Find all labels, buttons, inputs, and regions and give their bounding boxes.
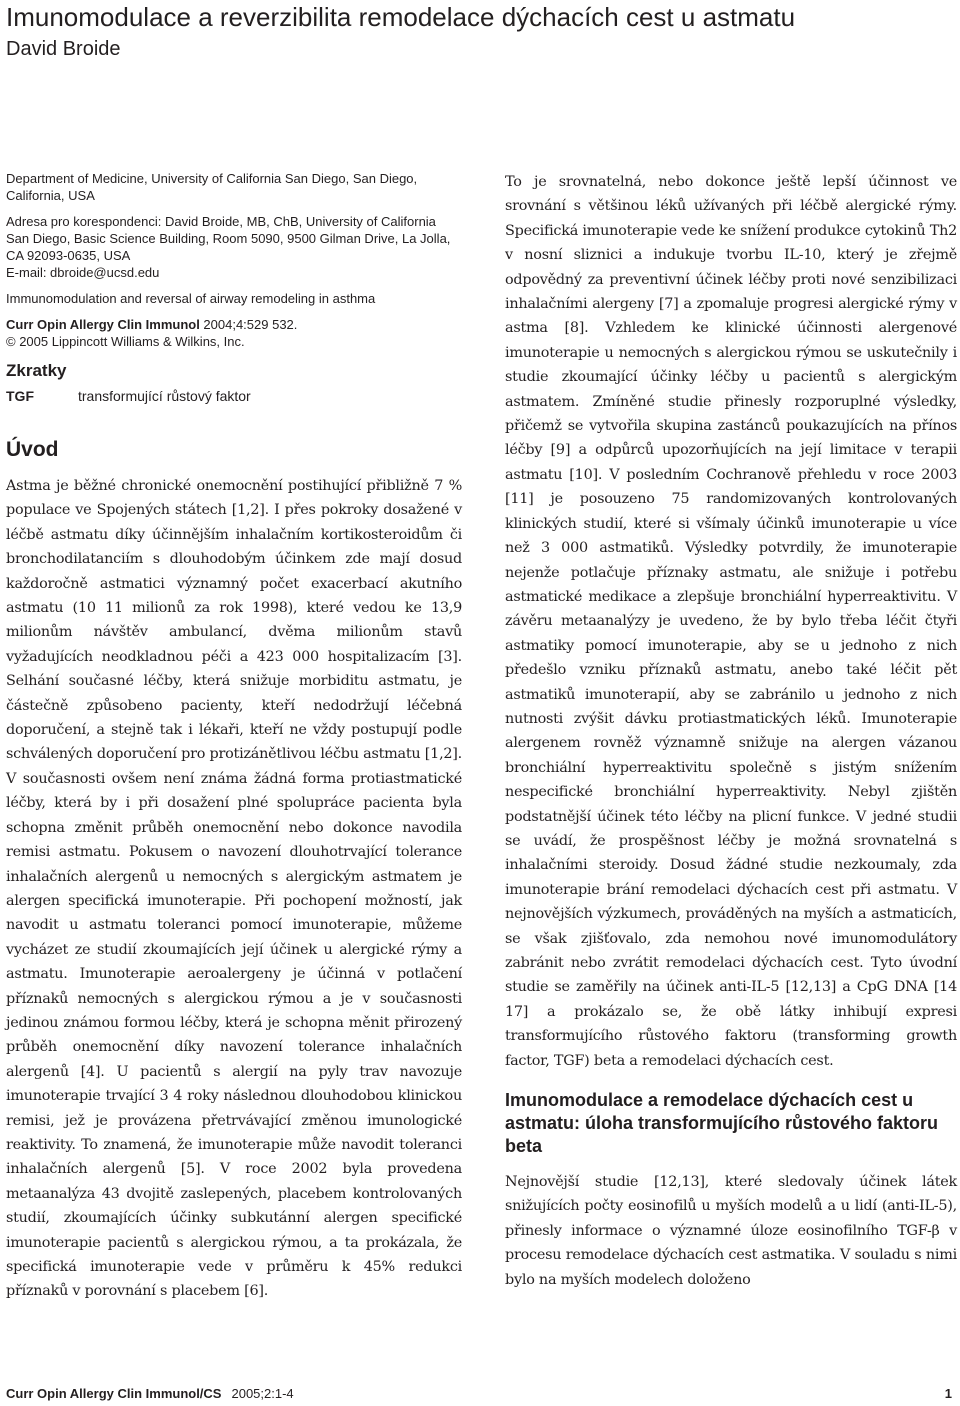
citation (6, 316, 462, 333)
intro-heading: Úvod (6, 438, 59, 461)
article-title: Imunomodulace a reverzibilita remodelace dýchacích cest u astmatu (6, 2, 796, 32)
abbreviation-item (6, 386, 462, 406)
body-paragraph: To je srovnatelná, nebo dokonce ještě lepší účinnost ve srovnání s většinou léků užívaných při léčbě alergické rýmy. Specifická imunoterapie vede ke snížení produkce cytokinů Th2 v nosní sliznici a indukuje tvorbu IL-10, který je zřejmě odpovědný za preventivní účinek léčby proti nové senzibilizaci inhalačními alergeny [7] a zpomaluje progresi alergické rýmy v astma [8]. Vzhledem ke klinické účinnosti alergenové imunoterapie u nemocných s alergickou rýmou se uskutečnily i studie zkoumající účinky léčby u pacientů s alergickým astmatem. Zmíněné studie přinesly rozporuplné výsledky, přičemž se vytvořila skupina zastánců poukazujících na přínos léčby [9] a odpůrců upozorňujících na její limitace v terapii astmatu [10]. V posledním Cochranově přehledu v roce 2003 [11] je posouzeno 75 randomizovaných kontrolovaných klinických studií, které si všímaly účinků imunoterapie u více než 3 000 astmatiků. Výsledky potvrdily, že imunoterapie nejenže potlačuje příznaky astmatu, ale snižuje i potřebu astmatické medikace a zlepšuje bronchiální hyperreaktivitu. V závěru metaanalýzy je uvedeno, že by bylo třeba léčit čtyři astmatiky pomocí imunoterapie, aby se u jednoho z nich předešlo vzniku příznaků astmatu, anebo také léčit pět astmatiků imunoterapií, aby se zabránilo u jednoho z nich nutnosti zvýšit dávku protiastmatických léků. Imunoterapie alergenem rovněž významně snižuje na alergen vázanou bronchiální hyperreaktivitu společně s jistým snížením nespecifické bronchiální hyperreaktivity. Nebyl zjištěn podstatnější účinek této léčby na plicní funkce. V jedné studii se uvádí, že prospěšnost léčby je možná srovnatelná s inhalačními steroidy. Dosud žádné studie nezkoumaly, zda imunoterapie brání remodelaci dýchacích cest při astmatu. V nejnovějších výzkumech, prováděných na myších a astmaticích, se však zjišťovalo, zda nemohou nové imunomodulátory zabránit nebo zvrátit remodelaci dýchacích cest. Tyto úvodní studie se zaměřily na účinek anti-IL-5 [12,13] a CpG DNA [14 17] a prokázalo se, že obě látky inhibují expresi transformujícího růstového faktoru (transforming growth factor, TGF) beta a remodelaci dýchacích cest. (505, 174, 957, 1069)
abbreviation-key: TGF (6, 388, 34, 404)
affiliation-block (6, 170, 462, 350)
copyright-notice: © 2005 Lippincott Williams & Wilkins, Inc. (6, 334, 245, 349)
citation-journal: Curr Opin Allergy Clin Immunol (6, 317, 200, 332)
section-heading: Imunomodulace a remodelace dýchacích cest u astmatu: úloha transformujícího růstového faktoru beta (505, 1090, 939, 1157)
citation-details: 2004;4:529 532. (199, 317, 298, 332)
intro-body (6, 474, 462, 1304)
author-name: David Broide (6, 38, 121, 60)
intro-paragraph: Astma je běžné chronické onemocnění postihující přibližně 7 % populace ve Spojených státech [1,2]. I přes pokroky dosažené v léčbě astmatu díky účinnějším inhalačním kortikosteroidům či bronchodilatanciím s dlouhodobým účinkem zde mají dosud každoročně astmatici významný počet exacerbací akutního astmatu (10 11 milionů za rok 1998), které vedou ke 13,9 milionům návštěv ambulancí, dvěma milionům stavů vyžadujících neodkladnou péči a 423 000 hospitalizacím [3]. Selhání současné léčby, která snižuje morbiditu astmatu, je částečně způsobeno pacienty, kteří nedodržují léčebná doporučení, a stejně tak i lékaři, kteří ne vždy postupují podle schválených doporučení pro protizánětlivou léčbu astmatu [1,2]. V současnosti ovšem není známa žádná forma protiastmatické léčby, která by i při dosažení plné spolupráce pacienta byla schopna změnit průběh onemocnění nebo dokonce navodila remisi astmatu. Pokusem o navození dlouhotrvající tolerance inhalačních alergenů u nemocných s alergickým astmatem je alergen specifická imunoterapie. Při pochopení možností, jak navodit u astmatu toleranci pomocí imunoterapie, můžeme vycházet ze studií zkoumajících její účinek u alergické rýmy a astmatu. Imunoterapie aeroalergeny je účinná v potlačení příznaků nemocných s alergickou rýmou a je v současnosti jedinou známou formou léčby, která je schopna měnit přirozený průběh onemocnění díky navození tolerance inhalačních alergenů [4]. U pacientů s alergií na pyly trav navozuje imunoterapie trvající 3 4 roky následnou dlouhodobou klinickou remisi, jež je provázena přetrvávající změnou imunologické reaktivity. To znamená, že imunoterapie může navodit toleranci inhalačních alergenů [5]. V roce 2002 byla provedena metaanalýza 43 dvojitě zaslepených, placebem kontrolovaných studií, zkoumajících účinky subkutánní alergen specifické imunoterapie pacientů s alergickou rýmou, a ta prokázala, že specifická imunoterapie vede v průměru k 45% redukci příznaků v porovnání s placebem [6]. (6, 478, 462, 1300)
department: Department of Medicine, University of California San Diego, San Diego, California, USA (6, 171, 418, 203)
email-address: E-mail: dbroide@ucsd.edu (6, 265, 160, 280)
right-body (505, 170, 957, 1073)
correspondence-address: Adresa pro korespondenci: David Broide, MB, ChB, University of California San Diego, Basic Science Building, Room 5090, 9500 Gilman Drive, La Jolla, CA 92093-0635, USA (6, 214, 451, 263)
original-title: Immunomodulation and reversal of airway remodeling in asthma (6, 291, 376, 306)
section-body (505, 1170, 957, 1292)
footer-citation (6, 1386, 294, 1402)
left-column (6, 170, 462, 1304)
footer-journal: Curr Opin Allergy Clin Immunol/CS (6, 1386, 222, 1401)
right-column (505, 170, 957, 1292)
section-paragraph: Nejnovější studie [12,13], které sledovaly účinek látek snižujících počty eosinofilů u myších modelů a u lidí (anti-IL-5), přinesly informace o významné úloze eosinofilního TGF-β v procesu remodelace dýchacích cest astmatika. V souladu s nimi bylo na myších modelech doloženo (505, 1174, 957, 1288)
abbreviations-heading: Zkratky (6, 361, 67, 380)
footer-volume: 2005;2:1-4 (231, 1386, 294, 1401)
page-number: 1 (944, 1386, 952, 1401)
abbreviation-value: transformující růstový faktor (78, 388, 251, 404)
